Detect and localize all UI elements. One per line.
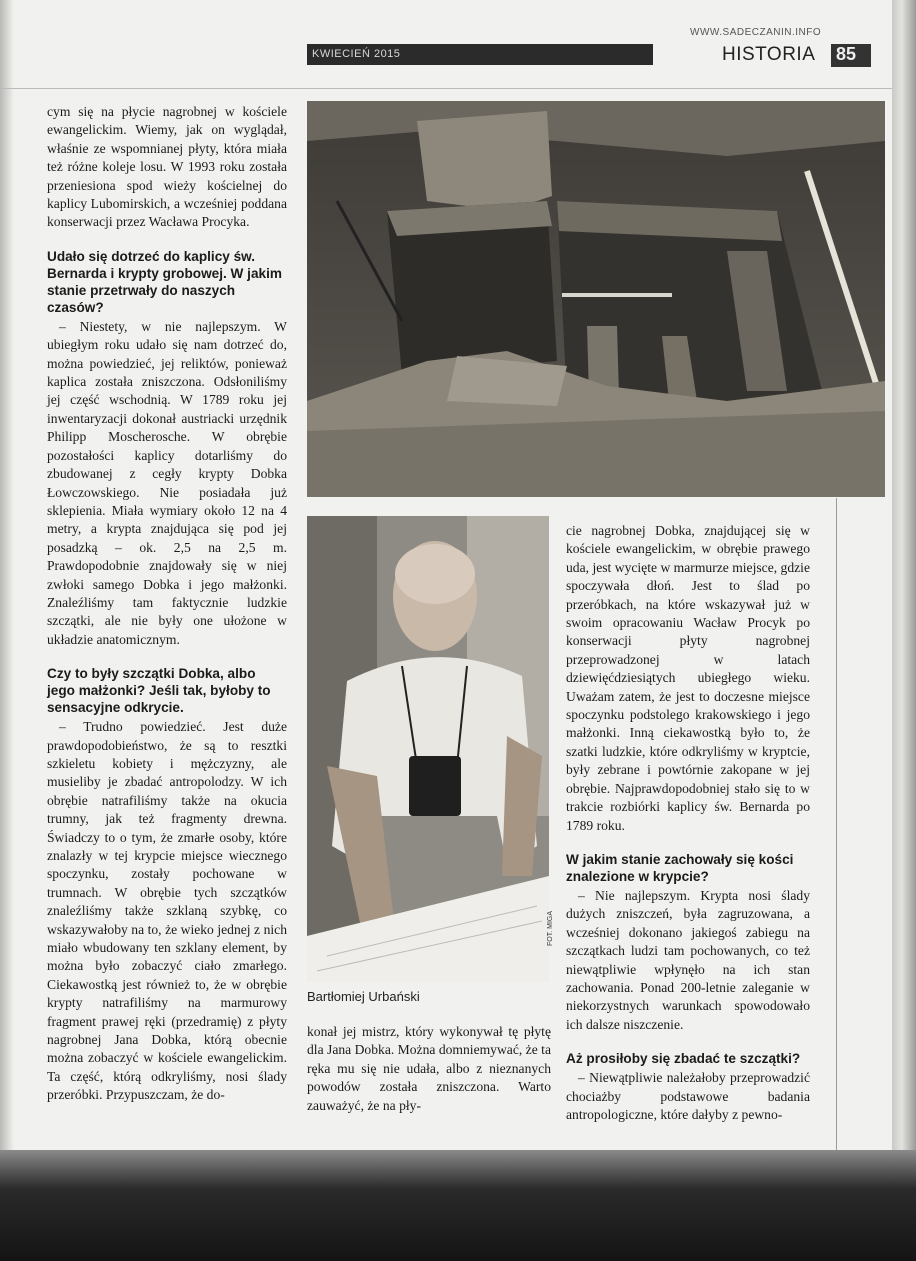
section-title: HISTORIA xyxy=(722,44,816,65)
column-divider xyxy=(836,498,837,1153)
excavation-photo xyxy=(307,101,885,497)
page-number: 85 xyxy=(836,44,857,64)
answer-paragraph: – Nie najlepszym. Krypta nosi ślady dużych zniszczeń, była zagruzowana, a wcześniej dokonano jakiegoś zabiegu na szczątkach ludzi tam pochowanych, co też niewątpliwie wpłynęło na ich stan zachowania. Ponad 200-letnie zaleganie w niekorzystnych warunkach spowodowało ich dalsze niszczenie. xyxy=(566,887,810,1032)
photo-credit: FOT. MIGA xyxy=(547,911,554,946)
column-3 xyxy=(566,522,810,1124)
answer-paragraph: – Niewątpliwie należałoby przeprowadzić chociażby podstawowe badania antropologiczne, które dałyby z pewno- xyxy=(566,1070,810,1122)
answer-paragraph: – Niestety, w nie najlepszym. W ubiegłym roku udało się nam dotrzeć do, można powiedzieć, jej reliktów, ponieważ kaplica została zniszczona. Odsłoniliśmy jej część wschodnią. W 1789 roku jej inwentaryzacji dokonał austriacki urzędnik Philipp Moscherosche. W obrębie pozostałości kaplicy dotarliśmy do zbudowanej z cegły krypty Dobka Łowczowskiego. Nie posiadała już sklepienia. Miała wymiary około 12 na 4 metry, a krypta znajdująca się pod jej posadzką – ok. 2,5 na 2,5 m. Prawdopodobnie znajdowały się w niej zwłoki samego Dobka i jego małżonki. Znaleźliśmy tam faktycznie ludzkie szczątki, ale nie były one ułożone w układzie anatomicznym. xyxy=(47,318,287,647)
issue-month: KWIECIEŃ 2015 xyxy=(312,48,401,60)
portrait-photo xyxy=(307,516,549,982)
paragraph: cym się na płycie nagrobnej w kościele ewangelickim. Wiemy, jak on wyglądał, właśnie ze wspomnianej płyty, która miała też różne koleje losu. W 1993 roku została przeniesiona spod wieży kościelnej do kaplicy Lubomirskich, a wcześniej poddana konserwacji przez Wacława Procyka. xyxy=(47,104,287,230)
question-heading: Czy to były szczątki Dobka, albo jego małżonki? Jeśli tak, byłoby to sensacyjne odkrycie. xyxy=(47,666,271,716)
photo-caption: Bartłomiej Urbański xyxy=(307,989,420,1004)
scan-background xyxy=(0,1150,916,1261)
page-edge xyxy=(892,0,916,1168)
paragraph: konał jej mistrz, który wykonywał tę płytę dla Jana Dobka. Można domniemywać, że ta ręka mu się nie udała, albo z nieznanych powodów została zniszczona. Warto zauważyć, że na pły- xyxy=(307,1024,551,1113)
question-heading: Udało się dotrzeć do kaplicy św. Bernarda i krypty grobowej. W jakim stanie przetrwały do naszych czasów? xyxy=(47,248,282,315)
header-rule xyxy=(0,88,892,89)
answer-paragraph: – Trudno powiedzieć. Jest duże prawdopodobieństwo, że są to resztki szkieletu kobiety i mężczyzny, ale musieliby je zbadać antropolodzy. W ich obrębie natrafiliśmy także na okucia trumny, jak też fragmenty drewna. Świadczy to o tym, że zmarłe osoby, które znalazły w tej krypcie miejsce wiecznego spoczynku, zostały pochowane w trumnach. W obrębie tych szczątków znaleźliśmy także szklaną szybkę, co wskazywałoby na to, że wieko jednej z nich miało wbudowany ten szklany element, by można było zobaczyć ciało zmarłego. Ciekawostką jest również to, że w obrębie krypty natrafiliśmy na marmurowy fragment prawej ręki (przedramię) z płyty nagrobnej Jana Dobka, którą obecnie można zobaczyć w kościele ewangelickim. Ta część, którą odkryliśmy, nosi ślady przeróbki. Przypuszczam, że do- xyxy=(47,719,287,1103)
paragraph: cie nagrobnej Dobka, znajdującej się w kościele ewangelickim, w obrębie prawego uda, jest wycięte w marmurze miejsce, gdzie spoczywała dłoń. Jest to ślad po przeróbkach, na które wskazywał już w swoim opracowaniu Wacław Procyk po konserwacji płyty nagrobnej przeprowadzonej w latach dziewięćdziesiątych ubiegłego wieku. Uważam zatem, że jest to doczesne miejsce spoczynku podstolego krakowskiego i jego małżonki. Inną ciekawostką było to, że szatki ludzkie, które odkryliśmy w kryptcie, były zebrane i powtórnie zakopane w jej obrębie. Najprawdopodobniej stało się to w trakcie rozbiórki kaplicy św. Bernarda po 1789 roku. xyxy=(566,523,810,833)
question-heading: Aż prosiłoby się zbadać te szczątki? xyxy=(566,1051,801,1067)
question-heading: W jakim stanie zachowały się kości znalezione w krypcie? xyxy=(566,851,794,884)
column-2-text xyxy=(307,1023,551,1115)
column-1 xyxy=(47,103,287,1105)
site-url: WWW.SADECZANIN.INFO xyxy=(690,27,822,38)
binding-shadow xyxy=(0,0,14,1168)
